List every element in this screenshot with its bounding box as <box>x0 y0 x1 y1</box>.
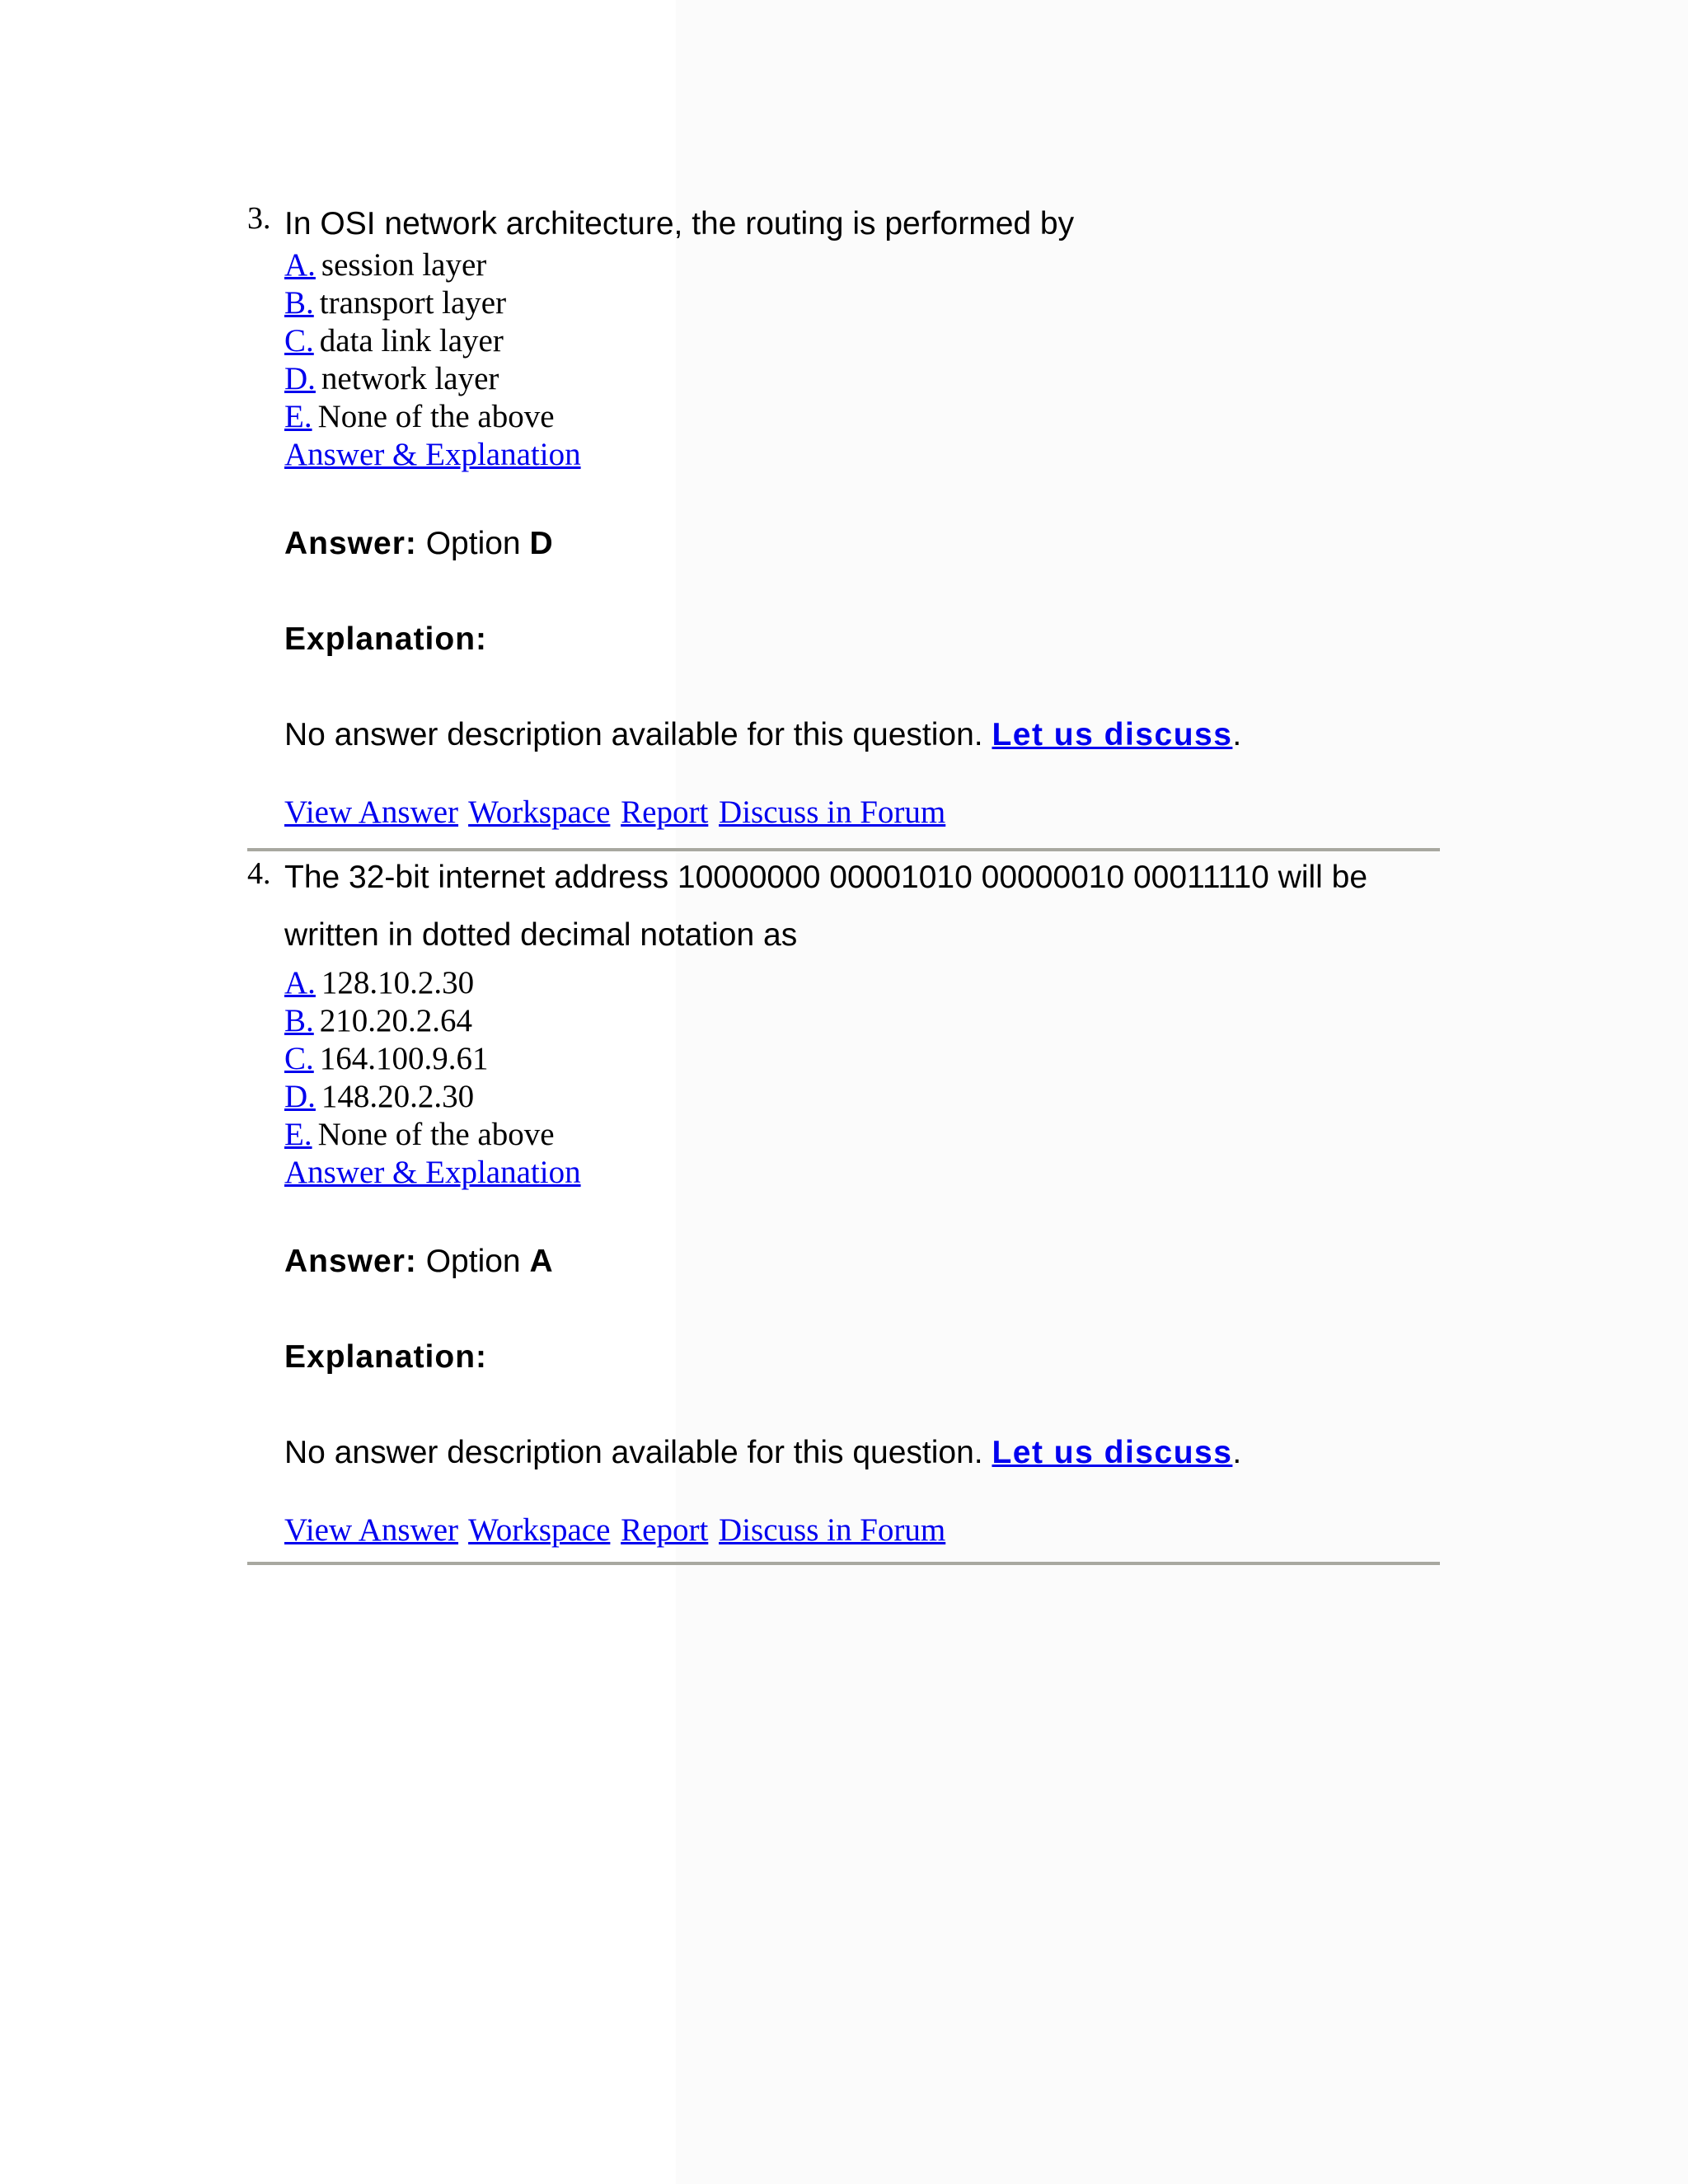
option-a-link[interactable]: A. <box>284 965 316 1001</box>
workspace-link[interactable]: Workspace <box>468 794 611 830</box>
question-body <box>284 202 1438 832</box>
option-e-text: None of the above <box>317 1117 555 1152</box>
view-answer-link[interactable]: View Answer <box>284 794 459 830</box>
option-a <box>284 246 1438 284</box>
option-e <box>284 1116 1438 1154</box>
discuss-suffix: . <box>1232 717 1242 752</box>
discuss-suffix: . <box>1232 1435 1242 1470</box>
options-list <box>284 964 1438 1154</box>
report-link[interactable]: Report <box>621 1512 709 1548</box>
option-e <box>284 398 1438 436</box>
option-d <box>284 360 1438 398</box>
option-b-link[interactable]: B. <box>284 1003 314 1038</box>
question-body <box>284 857 1438 1549</box>
option-d-text: network layer <box>321 361 499 396</box>
answer-explanation-link[interactable]: Answer & Explanation <box>284 437 581 472</box>
answer-prefix: Option <box>425 1244 521 1279</box>
option-a-link[interactable]: A. <box>284 247 316 283</box>
option-e-link[interactable]: E. <box>284 1117 312 1152</box>
option-e-link[interactable]: E. <box>284 399 312 434</box>
question-text-line: written in dotted decimal notation as <box>284 917 798 953</box>
answer-value: D <box>529 526 553 561</box>
explanation-text <box>284 1432 1438 1474</box>
question-text <box>284 202 1438 246</box>
option-c-text: data link layer <box>319 323 504 359</box>
explanation-heading: Explanation: <box>284 621 488 657</box>
question-actions <box>284 794 1438 832</box>
answer-explanation-link[interactable]: Answer & Explanation <box>284 1155 581 1190</box>
option-b-link[interactable]: B. <box>284 285 314 321</box>
question-number: 4. <box>247 856 271 891</box>
option-d-link[interactable]: D. <box>284 1079 316 1114</box>
option-c <box>284 1040 1438 1078</box>
let-us-discuss-link[interactable]: Let us discuss <box>992 1435 1233 1470</box>
option-c-link[interactable]: C. <box>284 323 314 359</box>
question-actions <box>284 1511 1438 1549</box>
option-c-text: 164.100.9.61 <box>319 1041 489 1076</box>
discuss-in-forum-link[interactable]: Discuss in Forum <box>719 794 946 830</box>
workspace-link[interactable]: Workspace <box>468 1512 611 1548</box>
discuss-in-forum-link[interactable]: Discuss in Forum <box>719 1512 946 1548</box>
option-e-text: None of the above <box>317 399 555 434</box>
option-b <box>284 284 1438 322</box>
option-c <box>284 322 1438 360</box>
option-a <box>284 964 1438 1002</box>
option-d-text: 148.20.2.30 <box>321 1079 475 1114</box>
option-b-text: 210.20.2.64 <box>319 1003 473 1038</box>
option-b <box>284 1002 1438 1040</box>
option-a-text: session layer <box>321 247 487 283</box>
question-text-line: In OSI network architecture, the routing is performed by <box>284 206 1075 241</box>
explanation-heading: Explanation: <box>284 1339 488 1375</box>
answer-line <box>284 523 1438 565</box>
report-link[interactable]: Report <box>621 794 709 830</box>
answer-label: Answer: <box>284 526 417 561</box>
question-separator <box>247 1562 1440 1565</box>
option-b-text: transport layer <box>319 285 507 321</box>
explanation-body: No answer description available for this question. <box>284 717 983 752</box>
explanation-body: No answer description available for this question. <box>284 1435 983 1470</box>
question-text <box>284 849 1438 964</box>
answer-value: A <box>529 1244 553 1279</box>
answer-prefix: Option <box>425 526 521 561</box>
option-c-link[interactable]: C. <box>284 1041 314 1076</box>
answer-line <box>284 1241 1438 1282</box>
option-a-text: 128.10.2.30 <box>321 965 475 1001</box>
let-us-discuss-link[interactable]: Let us discuss <box>992 717 1233 752</box>
question-text-line: The 32-bit internet address 10000000 00001010 00000010 00011110 will be <box>284 860 1368 895</box>
answer-label: Answer: <box>284 1244 417 1279</box>
option-d <box>284 1078 1438 1116</box>
view-answer-link[interactable]: View Answer <box>284 1512 459 1548</box>
options-list <box>284 246 1438 436</box>
explanation-text <box>284 715 1438 756</box>
answer-explanation-row <box>284 1154 1438 1192</box>
question-number: 3. <box>247 201 271 236</box>
answer-explanation-row <box>284 436 1438 474</box>
option-d-link[interactable]: D. <box>284 361 316 396</box>
